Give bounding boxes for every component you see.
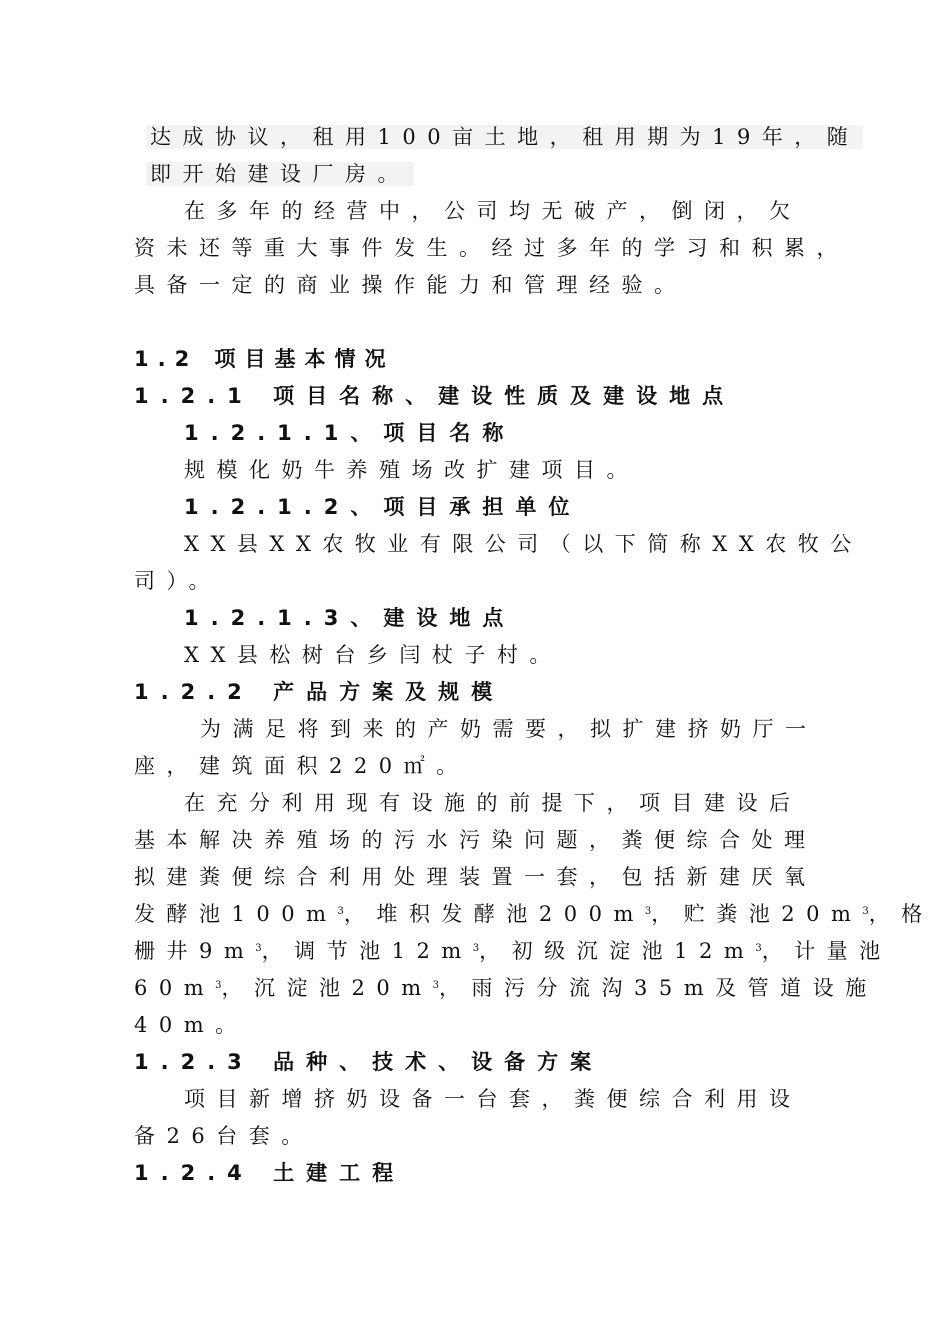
paragraph-line: 具备一定的商业操作能力和管理经验。 bbox=[134, 273, 687, 297]
paragraph-line bbox=[134, 974, 878, 1002]
text-segment: ，堆积发酵池200m bbox=[343, 902, 645, 926]
section-heading-1-2-1-3: 1.2.1.3、建设地点 bbox=[184, 606, 516, 630]
paragraph-line bbox=[146, 160, 414, 188]
text-segment: 栅井9m bbox=[134, 939, 256, 963]
paragraph-line: 40m。 bbox=[134, 1013, 248, 1037]
paragraph-line: 项目新增挤奶设备一台套，粪便综合利用设 bbox=[184, 1087, 802, 1111]
superscript: 3 bbox=[337, 906, 344, 917]
paragraph-line: 拟建粪便综合利用处理装置一套，包括新建厌氧 bbox=[134, 865, 817, 889]
superscript: 3 bbox=[644, 906, 652, 917]
text-segment: ，初级沉淀池12m bbox=[479, 939, 756, 963]
text-segment: ，计量池 bbox=[761, 939, 892, 963]
highlighted-text: 达成协议，租用100亩土地，租用期为19年，随 bbox=[146, 125, 863, 149]
paragraph-line: 在多年的经营中，公司均无破产，倒闭，欠 bbox=[184, 199, 802, 223]
paragraph-line: 座，建筑面积220㎡。 bbox=[134, 754, 469, 778]
superscript: 3 bbox=[755, 943, 762, 954]
paragraph-line: 资未还等重大事件发生。经过多年的学习和积累， bbox=[134, 236, 849, 260]
section-heading-1-2-4: 1.2.4 土建工程 bbox=[134, 1161, 406, 1185]
paragraph-line: XX县松树台乡闫杖子村。 bbox=[184, 643, 562, 667]
superscript: 3 bbox=[432, 980, 440, 991]
section-heading-1-2-1-2: 1.2.1.2、项目承担单位 bbox=[184, 495, 582, 519]
text-segment: ，沉淀池20m bbox=[221, 976, 433, 1000]
paragraph-line: 规模化奶牛养殖场改扩建项目。 bbox=[184, 458, 639, 482]
paragraph-line bbox=[134, 937, 892, 965]
superscript: 3 bbox=[255, 943, 262, 954]
text-segment: ，雨污分流沟35m及管道设施 bbox=[439, 976, 878, 1000]
text-segment: 60m bbox=[134, 976, 216, 1000]
section-heading-1-2: 1.2 项目基本情况 bbox=[134, 347, 395, 371]
section-heading-1-2-1-1: 1.2.1.1、项目名称 bbox=[184, 421, 516, 445]
text-segment: 发酵池100m bbox=[134, 902, 338, 926]
superscript: 3 bbox=[215, 980, 222, 991]
text-segment: ，调节池12m bbox=[261, 939, 473, 963]
paragraph-line: 备26台套。 bbox=[134, 1124, 314, 1148]
section-heading-1-2-3: 1.2.3 品种、技术、设备方案 bbox=[134, 1050, 604, 1074]
superscript: 3 bbox=[472, 943, 480, 954]
paragraph-line: 为满足将到来的产奶需要，拟扩建挤奶厅一 bbox=[200, 717, 818, 741]
paragraph-line: 基本解决养殖场的污水污染问题，粪便综合处理 bbox=[134, 828, 817, 852]
highlighted-text: 即开始建设厂房。 bbox=[146, 162, 414, 186]
section-heading-1-2-2: 1.2.2 产品方案及规模 bbox=[134, 680, 505, 704]
text-segment: ，贮粪池20m bbox=[651, 902, 863, 926]
paragraph-line: XX县XX农牧业有限公司（以下简称XX农牧公 bbox=[184, 532, 863, 556]
paragraph-line bbox=[134, 900, 934, 928]
section-heading-1-2-1: 1.2.1 项目名称、建设性质及建设地点 bbox=[134, 384, 736, 408]
text-segment: ，格 bbox=[868, 902, 934, 926]
paragraph-line bbox=[146, 123, 863, 151]
paragraph-line: 在充分利用现有设施的前提下，项目建设后 bbox=[184, 791, 802, 815]
paragraph-line: 司）。 bbox=[134, 569, 221, 593]
superscript: 3 bbox=[862, 906, 869, 917]
